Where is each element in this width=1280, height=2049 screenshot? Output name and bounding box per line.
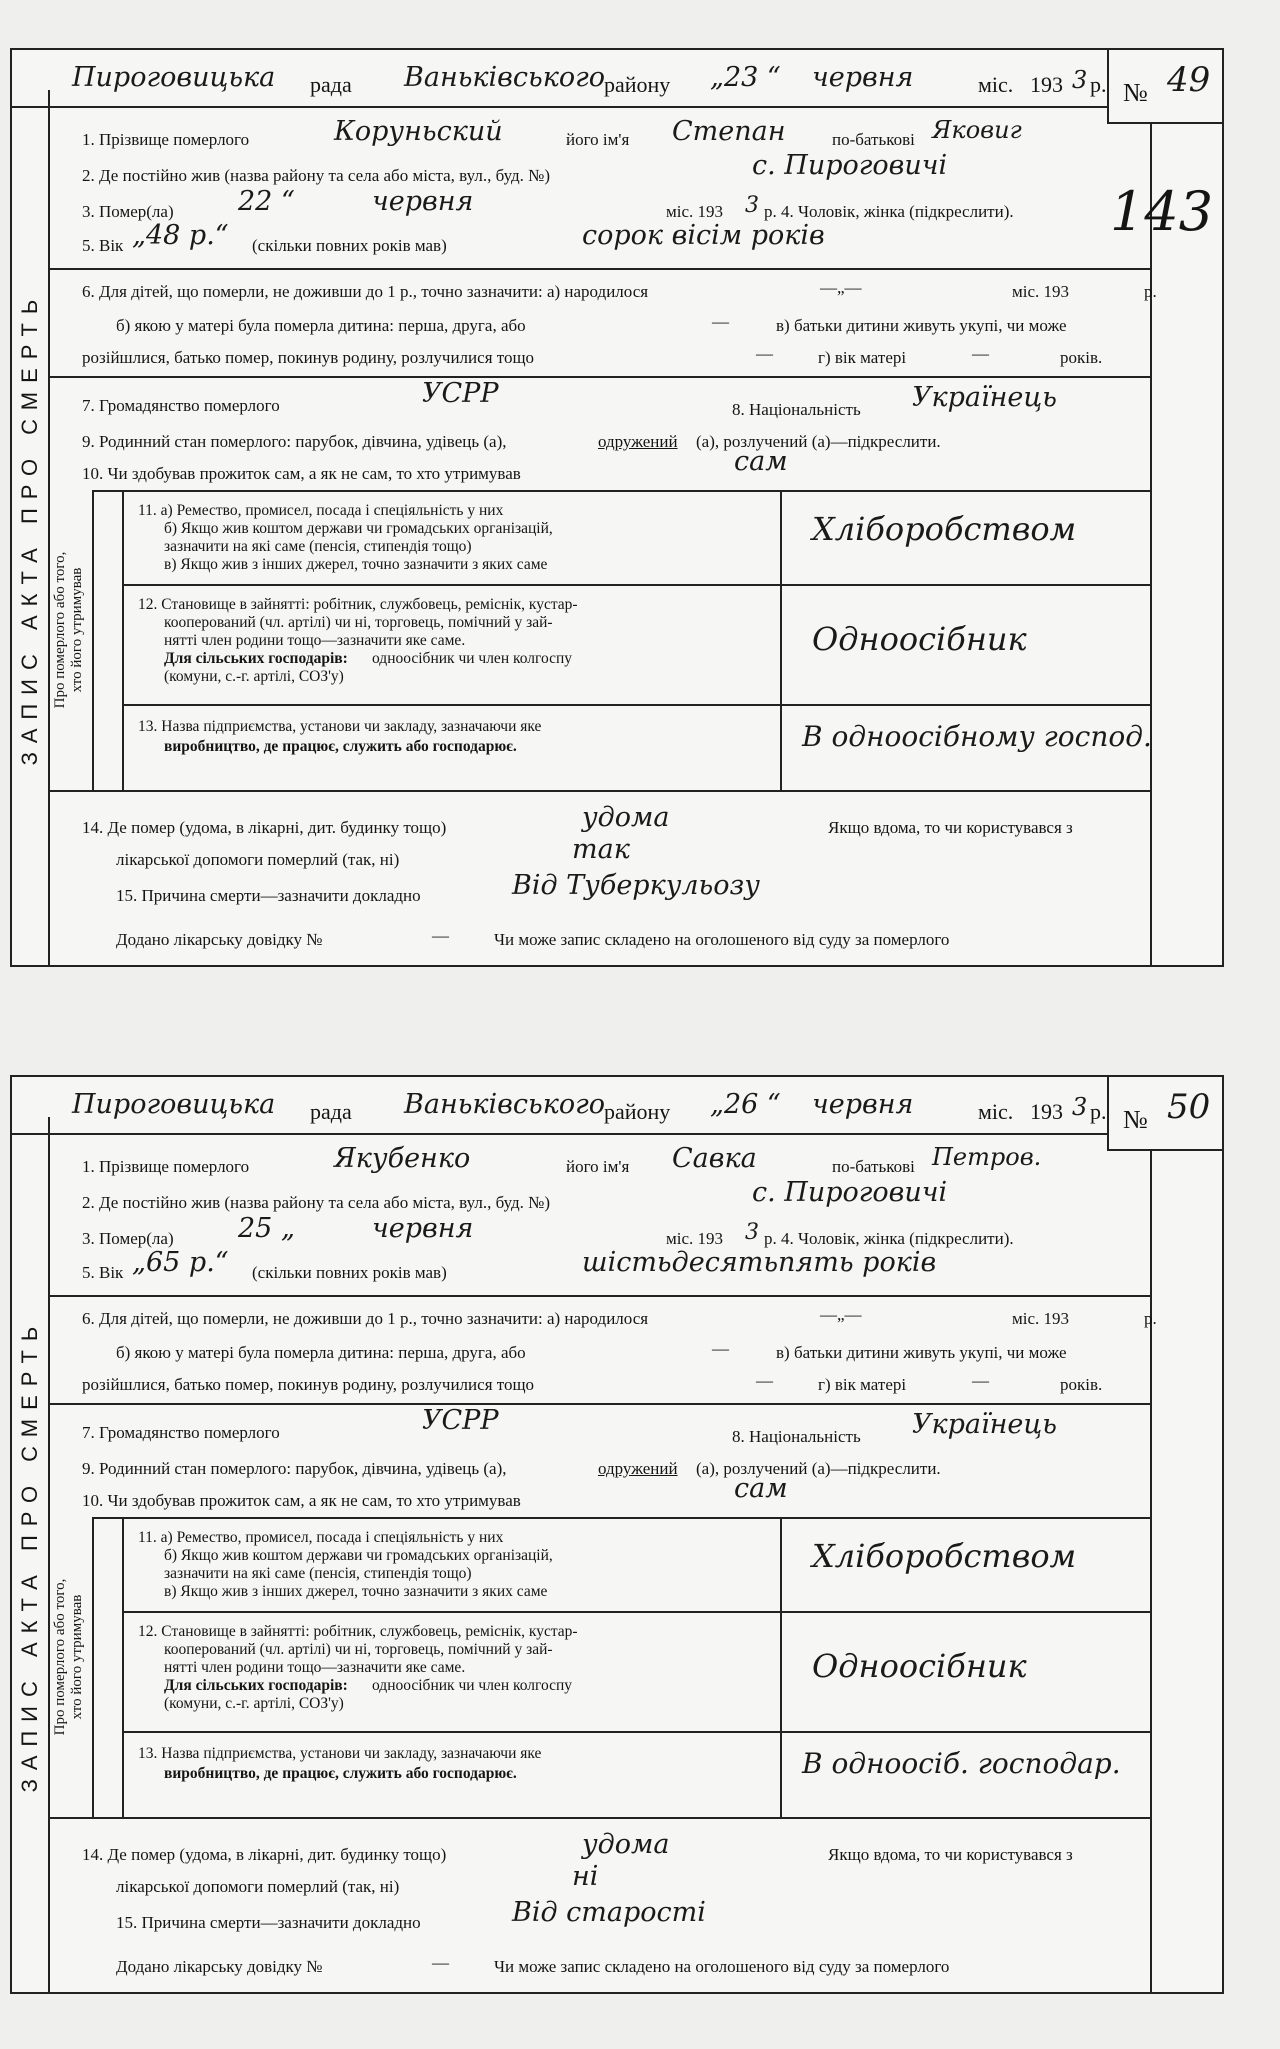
field-parents-status-label: розійшлися, батько помер, покинув родину, розлучилися тощо (82, 1375, 535, 1394)
raion-label: району (604, 1099, 671, 1124)
age-value: „65 р.“ (132, 1247, 229, 1278)
citizenship-value: УСРР (422, 378, 499, 409)
field-marital-status-label: 9. Родинний стан померлого: парубок, дівчина, удівець (а), (82, 1459, 507, 1478)
record-day: „26 “ (710, 1089, 781, 1120)
right-margin-column (1150, 1149, 1222, 1992)
death-place-value: удома (582, 1829, 670, 1860)
field-occupation-line3: зазначити на які саме (пенсія, стипендія тощо) (164, 1565, 472, 1582)
field-child-order-label: б) якою у матері була померла дитина: перша, друга, або (116, 316, 526, 335)
raion-name: Ваньківського (404, 62, 605, 93)
field-medical-help-label: Якщо вдома, то чи користувався з (828, 1845, 1073, 1864)
field-parents-label: в) батьки дитини живуть укупі, чи може (776, 316, 1067, 335)
child-born-value: —„— (820, 278, 862, 297)
child-born-year-label: р. (1144, 1309, 1157, 1328)
side-title-strip (12, 1117, 50, 1992)
death-month-label: міс. 193 (666, 1229, 724, 1248)
field-sex-label: р. 4. Чоловік, жінка (підкреслити). (764, 202, 1014, 221)
field-court-label: Чи може запис складено на оголошеного від суду за померлого (494, 930, 950, 949)
parents-value: — (756, 1371, 773, 1390)
field-position-line2: кооперований (чл. артілі) чи ні, торговець, помічний у зай- (164, 614, 553, 631)
divider (780, 1517, 782, 1817)
death-record-card (10, 48, 1224, 967)
field-parents-label: в) батьки дитини живуть укупі, чи може (776, 1343, 1067, 1362)
death-day-value: 25 „ (238, 1213, 295, 1244)
divider (92, 490, 94, 790)
field-position-line4b: одноосібник чи член колгоспу (372, 650, 573, 667)
mother-age-value: — (972, 1371, 989, 1390)
field-position-line2: кооперований (чл. артілі) чи ні, торговець, помічний у зай- (164, 1641, 553, 1658)
field-marital-status-rest: (а), розлучений (а)—підкреслити. (696, 432, 941, 451)
record-number: 50 (1167, 1087, 1211, 1127)
field-certificate-label: Додано лікарську довідку № (116, 1957, 323, 1976)
field-cause-label: 15. Причина смерти—зазначити докладно (116, 886, 421, 905)
record-day: „23 “ (710, 62, 781, 93)
divider (122, 1517, 124, 1817)
record-number-box (1107, 1077, 1222, 1151)
marital-status-underlined: одружений (598, 1459, 678, 1478)
field-occupation-line2: б) Якщо жив коштом держави чи громадських організацій, (164, 520, 553, 537)
death-place-value: удома (582, 802, 670, 833)
residence-value: с. Пироговичі (752, 1177, 948, 1208)
citizenship-value: УСРР (422, 1405, 499, 1436)
workplace-value: В одноосібному господ. (802, 720, 1152, 753)
name-value: Степан (672, 116, 786, 147)
death-day-value: 22 “ (238, 186, 295, 217)
field-nationality-label: 8. Національність (732, 400, 861, 419)
field-livelihood-label: 10. Чи здобував прожиток сам, а як не сам, то хто утримував (82, 464, 521, 483)
month-label: міс. (978, 1099, 1014, 1124)
field-position-line4: Для сільських господарів: (164, 650, 348, 667)
death-record-card (10, 1075, 1224, 1994)
patronymic-value: Яковиг (932, 116, 1022, 144)
field-nationality-label: 8. Національність (732, 1427, 861, 1446)
field-death-date-label: 3. Помер(ла) (82, 202, 174, 221)
age-words-value: сорок вісім років (582, 220, 825, 251)
divider (48, 1403, 1152, 1405)
field-position-line4b: одноосібник чи член колгоспу (372, 1677, 573, 1694)
field-death-place-label: 14. Де помер (удома, в лікарні, дит. будинку тощо) (82, 818, 447, 837)
death-month-value: червня (372, 1213, 474, 1244)
field-position-line1: 12. Становище в зайнятті: робітник, службовець, реміснік, кустар- (138, 596, 578, 613)
divider (92, 1517, 1152, 1519)
record-year: 193 (1030, 72, 1063, 97)
death-year-digit: 3 (745, 193, 759, 218)
divider (122, 584, 1152, 586)
field-patronymic-label: по-батькові (832, 130, 915, 149)
field-death-date-label: 3. Помер(ла) (82, 1229, 174, 1248)
field-patronymic-label: по-батькові (832, 1157, 915, 1176)
field-workplace-line2: виробництво, де працює, служить або господарює. (164, 738, 517, 755)
field-marital-status-rest: (а), розлучений (а)—підкреслити. (696, 1459, 941, 1478)
field-age-label: 5. Вік (82, 236, 124, 255)
field-workplace-line2: виробництво, де працює, служить або господарює. (164, 1765, 517, 1782)
margin-mark: 143 (1110, 180, 1214, 243)
divider (48, 376, 1152, 378)
residence-value: с. Пироговичі (752, 150, 948, 181)
occupation-value: Хліборобством (812, 510, 1077, 548)
death-month-label: міс. 193 (666, 202, 724, 221)
certificate-value: — (432, 1953, 449, 1972)
workplace-value: В одноосіб. господар. (802, 1747, 1121, 1780)
livelihood-value: сам (734, 1473, 788, 1504)
field-livelihood-label: 10. Чи здобував прожиток сам, а як не сам, то хто утримував (82, 1491, 521, 1510)
field-name-label: його ім'я (566, 1157, 630, 1176)
number-label: № (1123, 78, 1148, 107)
divider (122, 490, 124, 790)
field-certificate-label: Додано лікарську довідку № (116, 930, 323, 949)
year-label: р. (1090, 1099, 1107, 1124)
child-born-month-label: міс. 193 (1012, 282, 1070, 301)
child-order-value: — (712, 1339, 729, 1358)
field-name-label: його ім'я (566, 130, 630, 149)
divider (48, 268, 1152, 270)
mother-age-value: — (972, 344, 989, 363)
field-occupation-line1: 11. а) Ремество, промисел, посада і спеціяльність у них (138, 1529, 504, 1546)
field-position-line3: нятті член родини тощо—зазначити яке саме. (164, 1659, 466, 1676)
field-sex-label: р. 4. Чоловік, жінка (підкреслити). (764, 1229, 1014, 1248)
field-child-born-label: 6. Для дітей, що померли, не доживши до 1 р., точно зазначити: а) народилося (82, 1309, 649, 1328)
nationality-value: Українець (912, 382, 1057, 413)
divider (48, 1295, 1152, 1297)
field-age-label: 5. Вік (82, 1263, 124, 1282)
field-mother-age-label: г) вік матері (818, 348, 907, 367)
field-age-hint: (скільки повних років мав) (252, 236, 447, 255)
field-surname-label: 1. Прізвище померлого (82, 1157, 250, 1176)
surname-value: Якубенко (334, 1143, 471, 1174)
patronymic-value: Петров. (932, 1143, 1042, 1171)
side-title: ЗАПИС АКТА ПРО СМЕРТЬ (17, 1317, 42, 1792)
livelihood-value: сам (734, 446, 788, 477)
field-occupation-line4: в) Якщо жив з інших джерел, точно зазначити з яких саме (164, 556, 548, 573)
record-month: червня (812, 62, 914, 93)
divider (92, 490, 1152, 492)
month-label: міс. (978, 72, 1014, 97)
field-death-place-label: 14. Де помер (удома, в лікарні, дит. будинку тощо) (82, 1845, 447, 1864)
record-year-digit: 3 (1072, 1093, 1088, 1121)
age-words-value: шістьдесятьпять років (582, 1247, 937, 1278)
field-workplace-line1: 13. Назва підприємства, установи чи закладу, зазначаючи яке (138, 718, 542, 735)
marital-status-underlined: одружений (598, 432, 678, 451)
child-born-month-label: міс. 193 (1012, 1309, 1070, 1328)
nationality-value: Українець (912, 1409, 1057, 1440)
field-position-line5: (комуни, с.-г. артілі, СОЗ'у) (164, 668, 344, 685)
record-year-digit: 3 (1072, 66, 1088, 94)
side-title-strip (12, 90, 50, 965)
field-mother-age-label: г) вік матері (818, 1375, 907, 1394)
cause-value: Від старості (512, 1897, 706, 1928)
child-born-value: —„— (820, 1305, 862, 1324)
record-year: 193 (1030, 1099, 1063, 1124)
raion-label: району (604, 72, 671, 97)
field-occupation-line2: б) Якщо жив коштом держави чи громадських організацій, (164, 1547, 553, 1564)
side-block-text: Про померлого або того, хто його утримував (52, 551, 85, 709)
field-child-order-label: б) якою у матері була померла дитина: перша, друга, або (116, 1343, 526, 1362)
field-occupation-line3: зазначити на які саме (пенсія, стипендія тощо) (164, 538, 472, 555)
field-cause-label: 15. Причина смерти—зазначити докладно (116, 1913, 421, 1932)
divider (122, 704, 1152, 706)
raion-name: Ваньківського (404, 1089, 605, 1120)
death-month-value: червня (372, 186, 474, 217)
divider (48, 790, 1152, 792)
field-medical-help-label: Якщо вдома, то чи користувався з (828, 818, 1073, 837)
divider (92, 1517, 94, 1817)
record-month: червня (812, 1089, 914, 1120)
field-position-line5: (комуни, с.-г. артілі, СОЗ'у) (164, 1695, 344, 1712)
field-position-line3: нятті член родини тощо—зазначити яке саме. (164, 632, 466, 649)
number-label: № (1123, 1105, 1148, 1134)
field-position-line1: 12. Становище в зайнятті: робітник, службовець, реміснік, кустар- (138, 1623, 578, 1640)
certificate-value: — (432, 926, 449, 945)
divider (48, 1817, 1152, 1819)
field-occupation-line1: 11. а) Ремество, промисел, посада і спеціяльність у них (138, 502, 504, 519)
right-margin-column (1150, 122, 1222, 965)
field-surname-label: 1. Прізвище померлого (82, 130, 250, 149)
position-value: Одноосібник (812, 620, 1027, 658)
year-label: р. (1090, 72, 1107, 97)
field-medical-help-label2: лікарської допомоги померлий (так, ні) (116, 850, 400, 869)
child-order-value: — (712, 312, 729, 331)
rada-name: Пироговицька (72, 62, 276, 93)
field-parents-status-label: розійшлися, батько помер, покинув родину, розлучилися тощо (82, 348, 535, 367)
rada-label: рада (310, 72, 352, 97)
age-value: „48 р.“ (132, 220, 229, 251)
field-workplace-line1: 13. Назва підприємства, установи чи закладу, зазначаючи яке (138, 1745, 542, 1762)
rada-name: Пироговицька (72, 1089, 276, 1120)
child-born-year-label: р. (1144, 282, 1157, 301)
mother-age-unit: років. (1060, 1375, 1103, 1394)
field-marital-status-label: 9. Родинний стан померлого: парубок, дівчина, удівець (а), (82, 432, 507, 451)
medical-help-value: ні (572, 1861, 599, 1892)
divider (122, 1611, 1152, 1613)
record-number-box (1107, 50, 1222, 124)
field-child-born-label: 6. Для дітей, що померли, не доживши до 1 р., точно зазначити: а) народилося (82, 282, 649, 301)
field-citizenship-label: 7. Громадянство померлого (82, 396, 280, 415)
field-position-line4: Для сільських господарів: (164, 1677, 348, 1694)
position-value: Одноосібник (812, 1647, 1027, 1685)
medical-help-value: так (572, 834, 630, 865)
divider (780, 490, 782, 790)
field-citizenship-label: 7. Громадянство померлого (82, 1423, 280, 1442)
cause-value: Від Туберкульозу (512, 870, 760, 901)
occupation-value: Хліборобством (812, 1537, 1077, 1575)
death-year-digit: 3 (745, 1220, 759, 1245)
mother-age-unit: років. (1060, 348, 1103, 367)
side-title: ЗАПИС АКТА ПРО СМЕРТЬ (17, 290, 42, 765)
surname-value: Коруньский (334, 116, 503, 147)
parents-value: — (756, 344, 773, 363)
field-residence-label: 2. Де постійно жив (назва району та села або міста, вул., буд. №) (82, 1193, 551, 1212)
record-number: 49 (1167, 60, 1211, 100)
side-block-text: Про померлого або того, хто його утримував (52, 1578, 85, 1736)
divider (122, 1731, 1152, 1733)
field-court-label: Чи може запис складено на оголошеного від суду за померлого (494, 1957, 950, 1976)
field-medical-help-label2: лікарської допомоги померлий (так, ні) (116, 1877, 400, 1896)
rada-label: рада (310, 1099, 352, 1124)
field-occupation-line4: в) Якщо жив з інших джерел, точно зазначити з яких саме (164, 1583, 548, 1600)
name-value: Савка (672, 1143, 757, 1174)
field-residence-label: 2. Де постійно жив (назва району та села або міста, вул., буд. №) (82, 166, 551, 185)
field-age-hint: (скільки повних років мав) (252, 1263, 447, 1282)
